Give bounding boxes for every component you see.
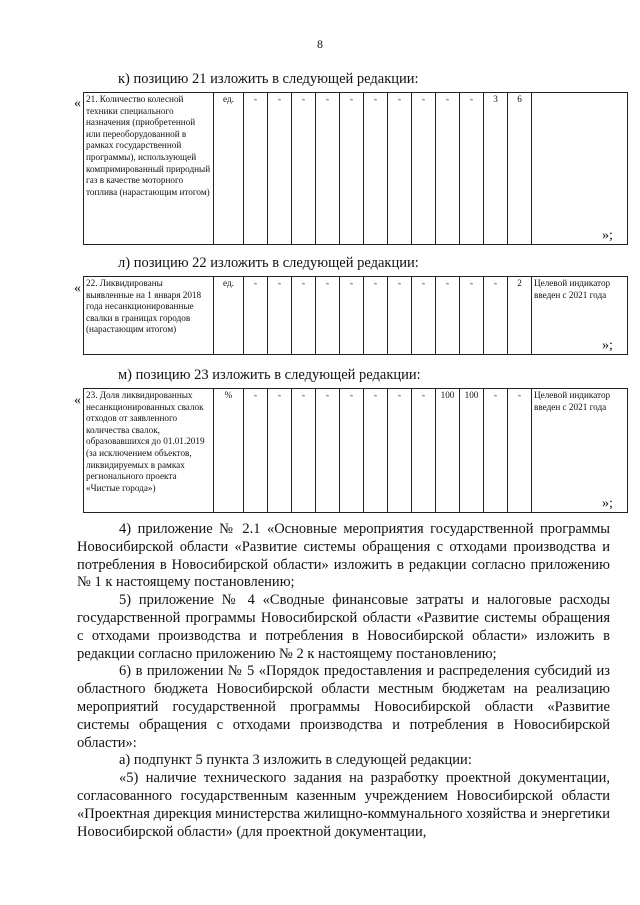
- indicator-name: 21. Количество колесной техники специального назначения (приобретенной или переоборудованной в рамках государственной программы), использующей компримированный природный газ в качестве моторного топлива (нарастающим итогом): [84, 93, 214, 245]
- paragraph-subitem-a: а) подпункт 5 пункта 3 изложить в следующей редакции:: [119, 752, 472, 769]
- indicator-value: -: [340, 93, 364, 245]
- indicator-value: -: [436, 93, 460, 245]
- indicator-value: -: [244, 277, 268, 355]
- indicator-value: -: [412, 277, 436, 355]
- quote-open-21: «: [74, 96, 81, 111]
- indicator-table-23: [83, 388, 628, 513]
- indicator-table-21: [83, 92, 628, 245]
- indicator-value: -: [484, 389, 508, 513]
- indicator-value: -: [484, 277, 508, 355]
- quote-open-23: «: [74, 393, 81, 408]
- indicator-value: -: [292, 277, 316, 355]
- indicator-note: Целевой индикатор введен с 2021 года: [532, 389, 628, 513]
- section-heading-22: л) позицию 22 изложить в следующей редакции:: [118, 255, 419, 271]
- quote-close-23: »;: [602, 496, 613, 511]
- indicator-value: -: [388, 93, 412, 245]
- indicator-value: -: [244, 93, 268, 245]
- indicator-value: -: [340, 389, 364, 513]
- indicator-value: -: [316, 389, 340, 513]
- indicator-value: -: [388, 389, 412, 513]
- indicator-value: -: [364, 93, 388, 245]
- paragraph-item-5: «5) наличие технического задания на разработку проектной документации, согласованного государственным казенным учреждением Новосибирской области «Проектная дирекция министерства жилищно-коммунального хозяйства и энергетики Новосибирской области» (для проектной документации,: [77, 770, 610, 840]
- indicator-name: 23. Доля ликвидированных несанкционированных свалок отходов от заявленного количества свалок, образовавшихся до 01.01.2019 (за исключением объектов, ликвидируемых в рамках регионального проекта «Чистые города»): [84, 389, 214, 513]
- indicator-table-22: [83, 276, 628, 355]
- document-body: [77, 521, 610, 841]
- indicator-value: 100: [436, 389, 460, 513]
- indicator-value: -: [292, 93, 316, 245]
- indicator-value: -: [268, 93, 292, 245]
- indicator-value: -: [244, 389, 268, 513]
- paragraph-appendix-2-1: 4) приложение № 2.1 «Основные мероприятия государственной программы Новосибирской области «Развитие системы обращения с отходами производства и потребления в Новосибирской области» изложить в редакции согласно приложению № 1 к настоящему постановлению;: [77, 521, 610, 591]
- paragraph-appendix-4: 5) приложение № 4 «Сводные финансовые затраты и налоговые расходы государственной программы Новосибирской области «Развитие системы обращения с отходами производства и потребления в Новосибирской области» изложить в редакции согласно приложению № 2 к настоящему постановлению;: [77, 592, 610, 662]
- indicator-unit: ед.: [214, 277, 244, 355]
- indicator-value: 100: [460, 389, 484, 513]
- indicator-value: -: [268, 389, 292, 513]
- indicator-value: -: [460, 277, 484, 355]
- quote-close-22: »;: [602, 338, 613, 353]
- quote-close-21: »;: [602, 228, 613, 243]
- indicator-value: -: [340, 277, 364, 355]
- indicator-value: -: [364, 277, 388, 355]
- indicator-value: -: [436, 277, 460, 355]
- indicator-unit: ед.: [214, 93, 244, 245]
- indicator-value: -: [412, 93, 436, 245]
- indicator-value: 6: [508, 93, 532, 245]
- indicator-name: 22. Ликвидированы выявленные на 1 января 2018 года несанкционированные свалки в границах городов (нарастающим итогом): [84, 277, 214, 355]
- indicator-value: -: [412, 389, 436, 513]
- indicator-value: -: [316, 93, 340, 245]
- indicator-value: 2: [508, 277, 532, 355]
- indicator-value: -: [364, 389, 388, 513]
- page-number: 8: [317, 37, 323, 51]
- paragraph-appendix-5: 6) в приложении № 5 «Порядок предоставления и распределения субсидий из областного бюджета Новосибирской области местным бюджетам на реализацию мероприятий государственной программы Новосибирской области «Развитие системы обращения с отходами производства и потребления в Новосибирской области»:: [77, 663, 610, 751]
- indicator-value: -: [292, 389, 316, 513]
- indicator-value: -: [316, 277, 340, 355]
- section-heading-21: к) позицию 21 изложить в следующей редакции:: [118, 71, 419, 87]
- section-heading-23: м) позицию 23 изложить в следующей редакции:: [118, 367, 421, 383]
- indicator-value: -: [268, 277, 292, 355]
- quote-open-22: «: [74, 281, 81, 296]
- indicator-value: -: [508, 389, 532, 513]
- indicator-value: -: [460, 93, 484, 245]
- indicator-unit: %: [214, 389, 244, 513]
- indicator-note: Целевой индикатор введен с 2021 года: [532, 277, 628, 355]
- indicator-value: 3: [484, 93, 508, 245]
- indicator-value: -: [388, 277, 412, 355]
- indicator-note: [532, 93, 628, 245]
